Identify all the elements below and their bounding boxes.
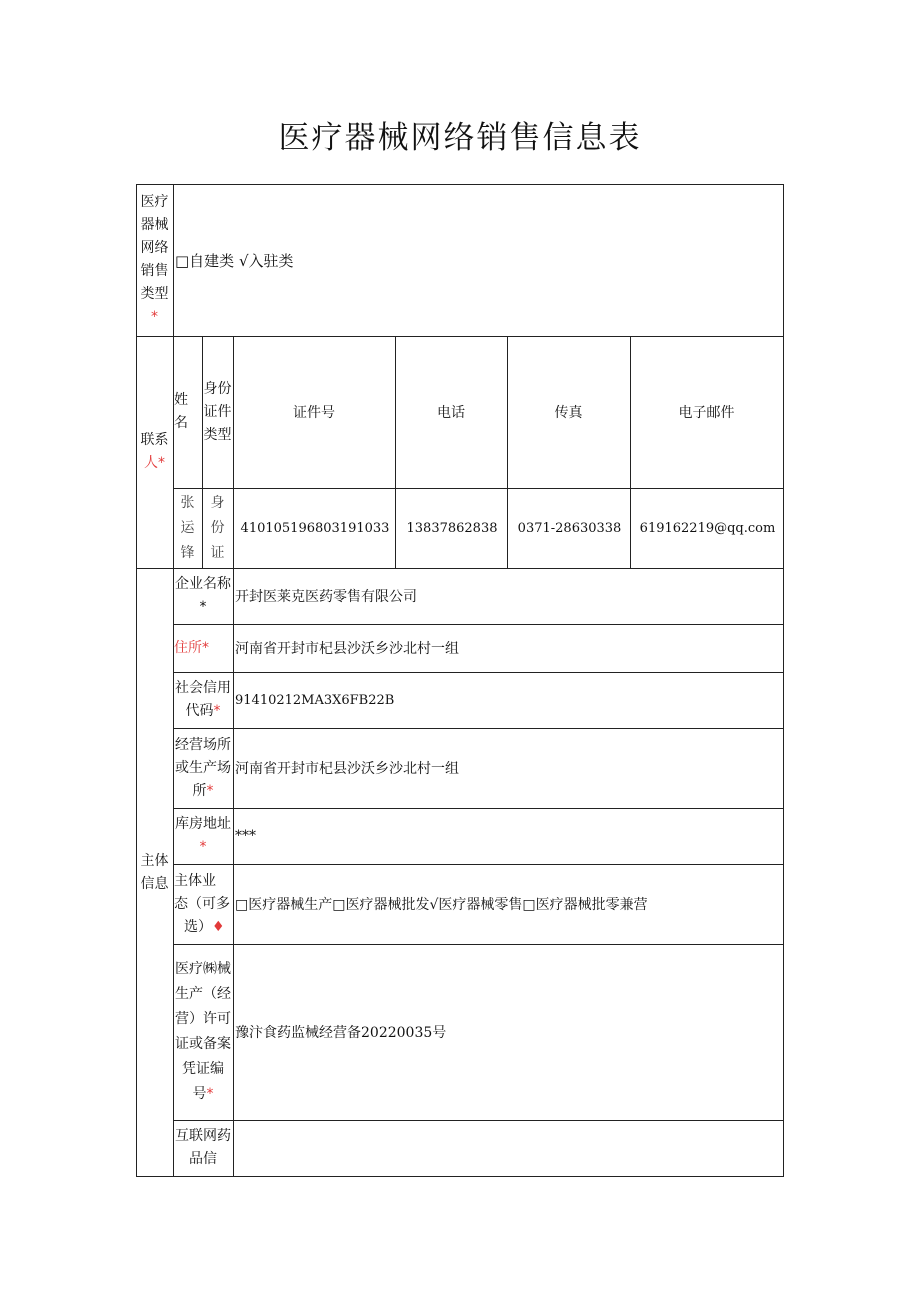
required-mark: * (202, 639, 209, 656)
credit-code-label: 社会信用 代码* (175, 680, 231, 719)
contact-id-type: 身 份 证 (210, 494, 225, 561)
table-border-right (783, 184, 784, 1177)
license-value: 豫汴食药监械经营备20220035号 (235, 1025, 447, 1041)
header-id-number: 证件号 (293, 405, 335, 421)
sales-type-value: □自建类 √入驻类 (175, 251, 294, 270)
page-title: 医疗器械网络销售信息表 (278, 120, 642, 156)
required-mark: * (206, 782, 214, 799)
diamond-icon: ♦ (212, 918, 225, 935)
internet-info-label: 互联网药 品信 (175, 1128, 231, 1167)
company-name-label: 企业名称 * (173, 568, 233, 624)
license-label: 医疗㈱械 生产（经 营）许可 证或备案 凭证编 号* (175, 961, 231, 1102)
contact-id-number: 410105196803191033 (240, 520, 390, 536)
required-mark: * (213, 703, 221, 719)
business-site-label: 经营场所 或生产场 所* (175, 736, 231, 799)
header-name: 姓 名 (174, 392, 188, 431)
credit-code-value: 91410212MA3X6FB22B (235, 692, 395, 708)
required-mark: * (206, 1086, 214, 1102)
address-value: 河南省开封市杞县沙沃乡沙北村一组 (235, 641, 459, 657)
entity-section-label: 主体 信息 (140, 852, 169, 892)
warehouse-label: 库房地址 * (173, 808, 233, 864)
contact-label: 联系 人* (140, 432, 169, 471)
company-name-value: 开封医莱克医药零售有限公司 (235, 589, 417, 605)
contact-phone: 13837862838 (406, 520, 498, 536)
business-site-value: 河南省开封市杞县沙沃乡沙北村一组 (235, 761, 459, 777)
required-mark: * (199, 839, 207, 855)
header-phone: 电话 (437, 405, 465, 421)
header-id-type: 身份 证件 类型 (203, 380, 232, 443)
header-fax: 传真 (554, 405, 583, 421)
contact-name: 张 运 锋 (180, 494, 195, 561)
internet-info-value (233, 1120, 783, 1176)
required-mark: * (199, 599, 207, 615)
required-mark: * (151, 309, 158, 325)
header-email: 电子邮件 (678, 405, 735, 421)
contact-email: 619162219@qq.com (639, 520, 776, 536)
sales-type-label: 医疗 器械 网络 销售 类型 * (136, 184, 173, 336)
business-form-value: □医疗器械生产□医疗器械批发√医疗器械零售□医疗器械批零兼营 (235, 897, 648, 913)
required-mark: * (158, 455, 165, 471)
address-label: 住所* (174, 639, 209, 656)
business-form-label: 主体业 态（可多 选）♦ (174, 872, 230, 935)
contact-fax: 0371-28630338 (517, 520, 622, 536)
warehouse-value: *** (235, 828, 256, 844)
